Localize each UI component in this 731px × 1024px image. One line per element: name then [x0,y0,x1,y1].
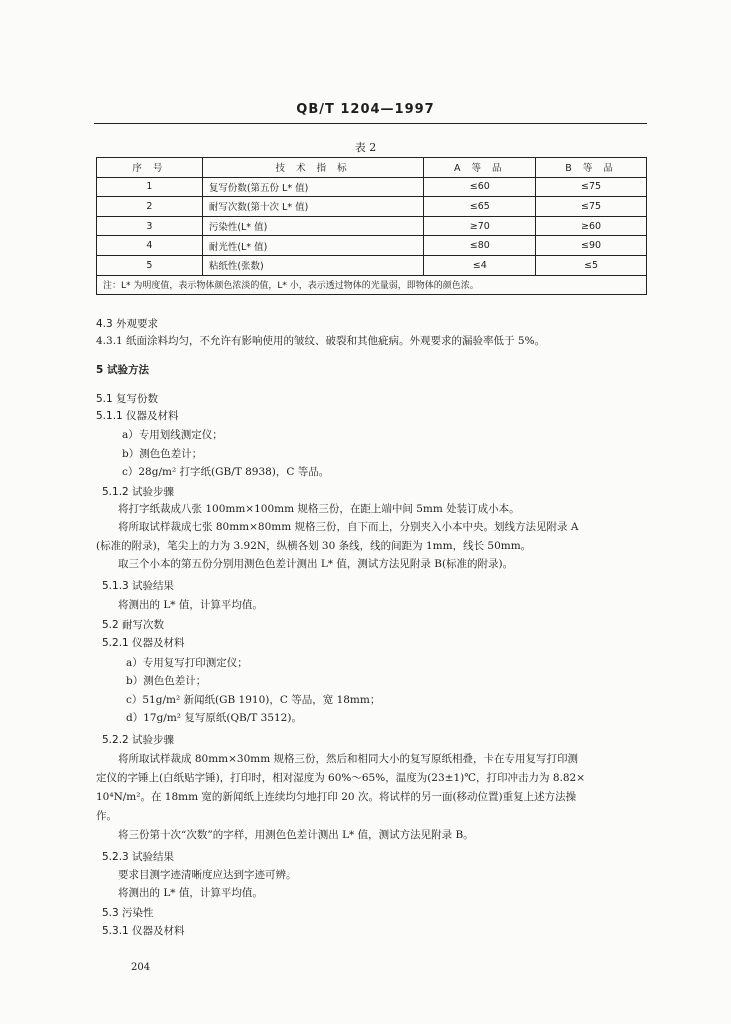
table-cell: 2 [97,197,203,217]
list-item: b）测色色差计； [122,448,203,460]
table-cell: 1 [97,177,203,197]
table-cell: ≤75 [536,197,647,217]
body-text-line: 将测出的 L* 值，计算平均值。 [118,887,263,899]
table-row [97,255,647,275]
table-cell: 耐写次数(第十次 L* 值) [202,197,424,217]
table-cell: 污染性(L* 值) [202,216,424,236]
table-header-row [97,158,647,178]
table-cell: 3 [97,216,203,236]
list-item: a）专用划线测定仪； [122,429,223,441]
list-item: c）28g/m² 打字纸(GB/T 8938)，C 等品。 [122,466,330,478]
body-text-line: 4.3.1 纸面涂料均匀，不允许有影响使用的皱纹、破裂和其他疵病。外观要求的漏验率低于 5%。 [96,335,546,347]
list-item: d）17g/m² 复写原纸(QB/T 3512)。 [126,712,302,724]
section-heading: 5.2.3 试验结果 [102,851,175,863]
table-cell: 复写份数(第五份 L* 值) [202,177,424,197]
body-text-line: 作。 [96,810,117,822]
table-row [97,236,647,256]
body-text-line: 将所取试样裁成 80mm×30mm 规格三份，然后和相同大小的复写原纸相叠，卡在专用复写打印测 [118,753,579,765]
table-cell: 4 [97,236,203,256]
standard-code-header: QB/T 1204—1997 [296,102,435,117]
table-cell: ≥70 [424,216,536,236]
body-text-line: 定仪的字锤上(白纸贴字锤)，打印时，相对湿度为 60%～65%，温度为(23±1)℃，打印冲击力为 8.82× [96,772,585,784]
page-number: 204 [131,962,151,973]
section-heading: 4.3 外观要求 [96,318,159,330]
table-header-cell: 技 术 指 标 [202,158,424,178]
table-cell: ≤80 [424,236,536,256]
table-row [97,216,647,236]
section-heading: 5.3.1 仪器及材料 [102,925,185,937]
list-item: b）测色色差计； [126,675,207,687]
body-text-line: 要求目测字迹清晰度应达到字迹可辨。 [118,869,297,881]
table-cell: 耐光性(L* 值) [202,236,424,256]
section-heading: 5.1.1 仪器及材料 [96,410,179,422]
section-heading: 5.2.2 试验步骤 [102,734,175,746]
section-heading: 5.1.2 试验步骤 [102,486,175,498]
body-text-line: (标准的附录)，笔尖上的力为 3.92N，纵横各划 30 条线，线的间距为 1mm，线长 50mm。 [96,540,532,552]
table-cell: 粘纸性(张数) [202,255,424,275]
table-cell: ≤5 [536,255,647,275]
section-heading: 5.1.3 试验结果 [102,580,175,592]
table-cell: ≤4 [424,255,536,275]
table-row [97,177,647,197]
table-cell: ≤60 [424,177,536,197]
table-caption: 表 2 [354,141,377,154]
table-header-cell: A 等 品 [424,158,536,178]
table-header-cell: B 等 品 [536,158,647,178]
table-row [97,197,647,217]
table-note-row [97,275,647,295]
spec-table [96,157,647,295]
section-heading: 5.1 复写份数 [96,393,159,405]
list-item: a）专用复写打印测定仪； [126,657,248,669]
body-text-line: 将三份第十次“次数”的字样，用测色色差计测出 L* 值，测试方法见附录 B。 [118,829,474,841]
section-heading: 5.3 污染性 [102,907,154,919]
table-cell: 5 [97,255,203,275]
table-cell: ≤75 [536,177,647,197]
table-cell: ≥60 [536,216,647,236]
body-text-line: 将测出的 L* 值，计算平均值。 [118,599,263,611]
body-text-line: 将打字纸裁成八张 100mm×100mm 规格三份，在距上端中间 5mm 处装订成小本。 [118,503,520,515]
section-heading: 5.2 耐写次数 [102,619,165,631]
header-rule [94,123,647,124]
body-text-line: 10⁴N/m²。在 18mm 宽的新闻纸上连续均匀地打印 20 次。将试样的另一面(移动位置)重复上述方法操 [96,791,577,803]
section-heading: 5.2.1 仪器及材料 [102,637,185,649]
chapter-heading: 5 试验方法 [96,364,149,376]
body-text-line: 取三个小本的第五份分别用测色色差计测出 L* 值，测试方法见附录 B(标准的附录)。 [118,558,514,570]
list-item: c）51g/m² 新闻纸(GB 1910)，C 等品，宽 18mm； [126,694,381,706]
body-text-line: 将所取试样裁成七张 80mm×80mm 规格三份，自下而上，分别夹入小本中央。划线方法见附录 A [118,521,579,533]
table-cell: ≤65 [424,197,536,217]
table-cell: ≤90 [536,236,647,256]
table-note: 注：L* 为明度值，表示物体颜色浓淡的值，L* 小，表示透过物体的光量弱，即物体的颜色浓。 [97,275,647,295]
table-header-cell: 序 号 [97,158,203,178]
